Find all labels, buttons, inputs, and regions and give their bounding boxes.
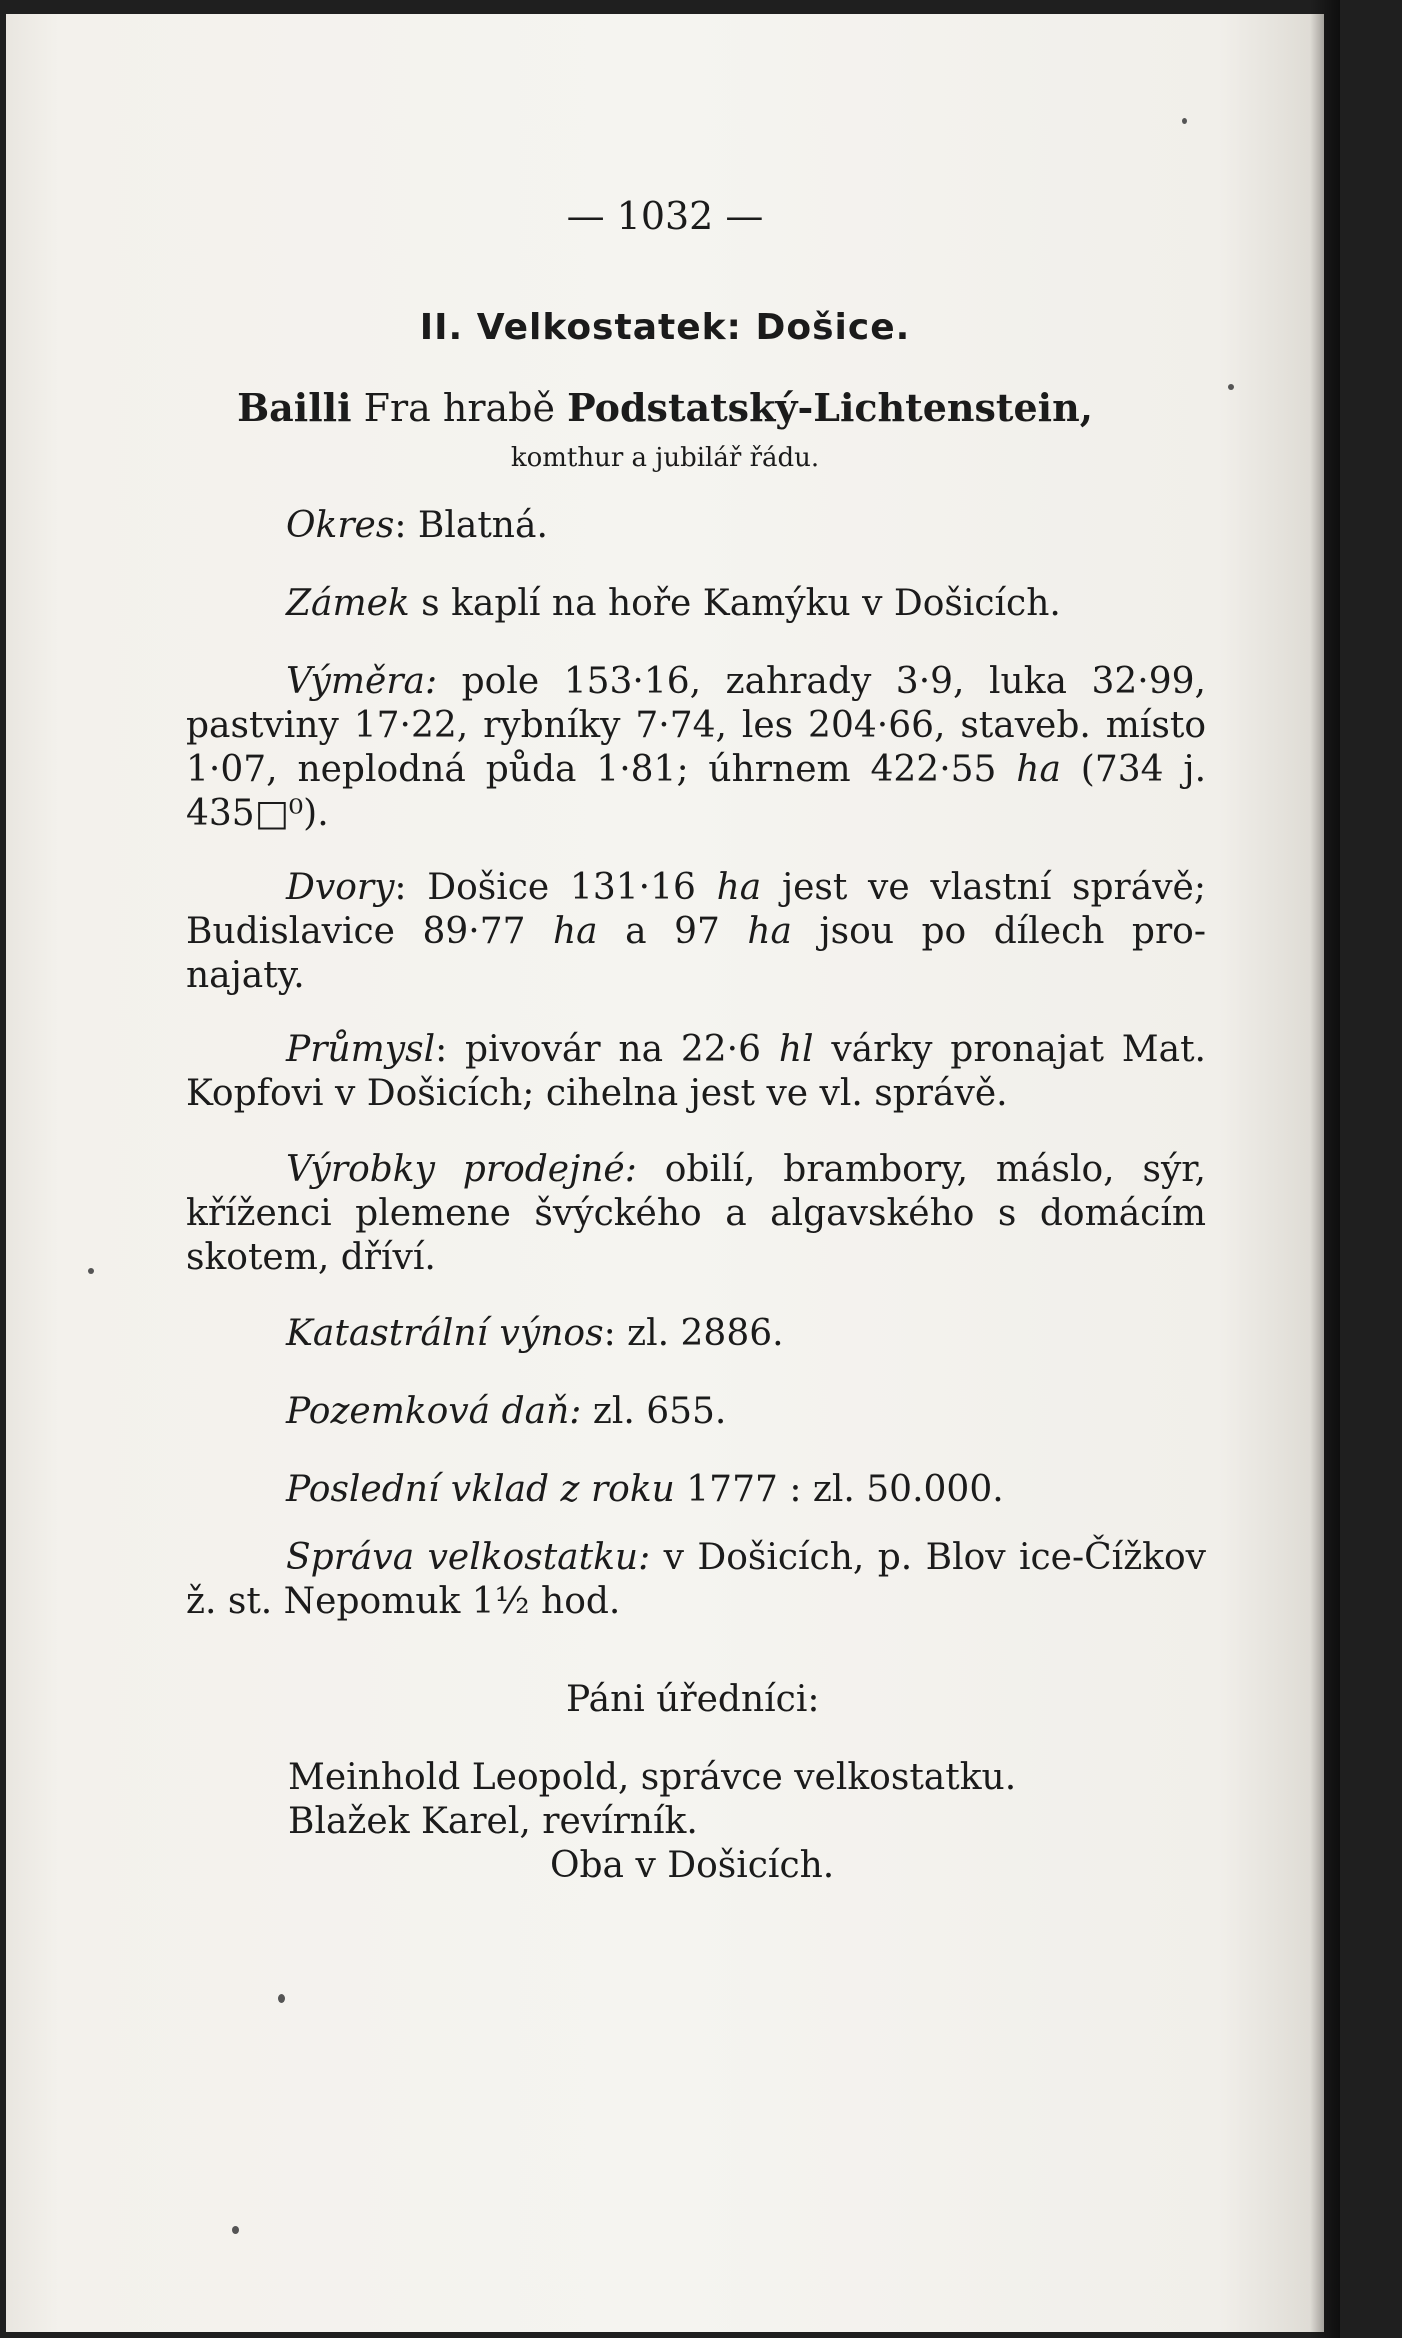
urednik-1: Meinhold Leopold, správce velkostatku. [288,1757,1017,1798]
dust-speck [1228,384,1234,390]
dvory-unit-2: ha [553,911,598,952]
sprava-label: Správa velkostatku: [286,1537,651,1578]
posledni-line [286,1468,1004,1512]
vymera-after-unit: (734 j. [1060,749,1207,790]
vyrobky-paragraph [186,1148,1206,1280]
zamek-value: s kaplí na hoře Kamýku v Došicích. [409,583,1061,624]
dvory-line-1 [286,866,1206,910]
owner-subtitle: komthur a jubilář řádu. [510,443,820,473]
pozemkova-line [286,1390,726,1434]
prumysl-label: Průmysl [286,1029,436,1070]
zamek-line [286,582,1061,626]
owner-prefix: Bailli [237,385,352,430]
dvory-unit-1: ha [716,867,762,908]
prumysl-line-2: Kopfovi v Došicích; cihelna jest ve vl. správě. [186,1073,1008,1114]
okres-value: : Blatná. [394,505,548,546]
prumysl-text-1b: várky pronajat Mat. [813,1029,1206,1070]
urednik-2: Blažek Karel, revírník. [288,1801,698,1842]
dvory-text-2b: a 97 [597,911,748,952]
dust-speck [278,1994,285,2003]
posledni-label: Poslední vklad z roku [286,1469,675,1510]
vymera-line-4: 435□⁰). [186,793,329,834]
urednici-note: Oba v Došicích. [550,1845,835,1886]
owner-line [6,386,1324,430]
vymera-unit: ha [1016,749,1061,790]
vyrobky-line-2: kříženci plemene švýckého a algavského s domácím [186,1193,1206,1234]
vyrobky-text-1: obilí, brambory, máslo, sýr, [636,1149,1206,1190]
urednici-heading: Páni úředníci: [566,1679,820,1720]
prumysl-line-1 [286,1028,1206,1072]
vymera-paragraph [186,660,1206,836]
section-title: II. Velkostatek: Došice. [419,307,911,348]
sprava-paragraph [186,1536,1206,1624]
page-number: — 1032 — [566,194,764,238]
prumysl-paragraph [186,1028,1206,1116]
dvory-line-2 [186,910,1206,954]
dvory-text-2c: jsou po dílech pro- [792,911,1206,952]
vyrobky-label: Výrobky prodejné: [286,1149,637,1190]
vyrobky-line-3: skotem, dříví. [186,1237,436,1278]
dust-speck [1182,118,1187,124]
document-page [6,14,1324,2332]
prumysl-text-1a: : pivovár na 22·6 [435,1029,779,1070]
page-edge-shadow [1310,0,1340,2338]
dust-speck [232,2226,239,2234]
zamek-label: Zámek [286,583,410,624]
sprava-text-1: v Došicích, p. Blov ice-Čížkov [650,1537,1206,1578]
owner-middle: Fra hrabě [351,386,568,430]
pozemkova-label: Pozemková daň: [286,1391,582,1432]
vymera-line-1 [286,660,1206,704]
dvory-line-3: najaty. [186,955,305,996]
pozemkova-value: zl. 655. [581,1391,727,1432]
sprava-line-2: ž. st. Nepomuk 1½ hod. [186,1581,621,1622]
dust-speck [88,1268,94,1274]
prumysl-unit: hl [778,1029,814,1070]
vymera-text-1: pole 153·16, zahrady 3·9, luka 32·99, [437,661,1206,702]
okres-line [286,504,548,548]
dvory-text-2a: Budislavice 89·77 [186,911,553,952]
katastralni-label: Katastrální výnos [286,1313,604,1354]
dvory-paragraph [186,866,1206,998]
vymera-line-2: pastviny 17·22, rybníky 7·74, les 204·66, staveb. místo [186,705,1206,746]
vyrobky-line-1 [286,1148,1206,1192]
owner-name: Podstatský-Lichtenstein, [567,385,1093,430]
dvory-unit-3: ha [747,911,793,952]
posledni-value: 1777 : zl. 50.000. [674,1469,1004,1510]
vymera-label: Výměra: [286,661,438,702]
dvory-text-1a: : Došice 131·16 [394,867,717,908]
sprava-line-1 [286,1536,1206,1580]
katastralni-value: : zl. 2886. [603,1313,784,1354]
katastralni-line [286,1312,784,1356]
dvory-text-1b: jest ve vlastní správě; [761,867,1206,908]
dvory-label: Dvory [286,867,395,908]
vymera-line-3 [186,748,1206,792]
okres-label: Okres [286,505,395,546]
vymera-text-3: 1·07, neplodná půda 1·81; úhrnem 422·55 [186,749,1017,790]
